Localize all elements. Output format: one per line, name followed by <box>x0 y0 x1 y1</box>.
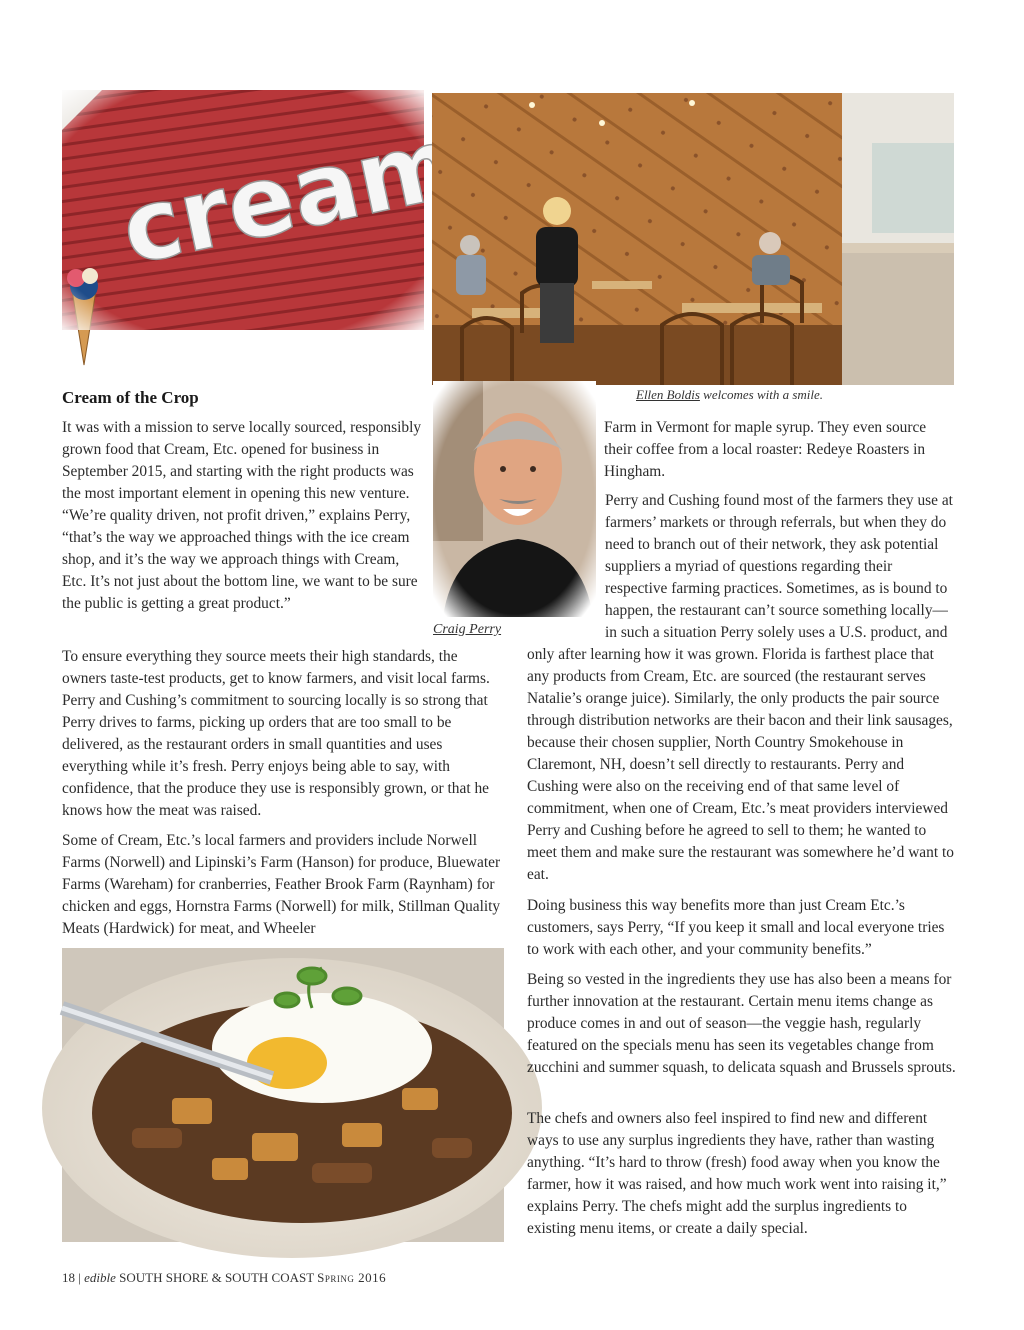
article-paragraph: The chefs and owners also feel inspired to find new and different ways to use any surplus ingredients they have, rather than wasting anything. “It’s hard to throw (fresh) food away when you know the farmer, how it was raised, and how much work went into raising it,” explains Perry. The chefs might add the surplus ingredients to existing menu items, or create a daily special. <box>527 1110 947 1237</box>
page-footer <box>62 1270 386 1286</box>
article-paragraph: To ensure everything they source meets their high standards, the owners taste-test products, get to know farmers, and visit local farms. Perry and Cushing’s commitment to sourcing locally is so strong that Perry drives to farms, picking up orders that are too small to be delivered, as the restaurant orders in small quantities and uses everything while it’s fresh. Perry enjoys being able to say, with confidence, that the produce they use is responsibly grown, or that he knows how the meat was raised. <box>62 648 490 819</box>
veggie-hash-photo <box>62 948 504 1242</box>
page-number: 18 <box>62 1270 75 1285</box>
article-paragraph: Doing business this way benefits more than just Cream Etc.’s customers, says Perry, “If you keep it small and local everyone tries to work with each other, and your community benefits.” <box>527 897 945 958</box>
article-paragraph: Farm in Vermont for maple syrup. They even source their coffee from a local roaster: Redeye Roasters in Hingham. <box>604 419 927 480</box>
article-paragraph <box>527 490 957 886</box>
caption-text: welcomes with a smile. <box>699 387 824 402</box>
article-headline: Cream of the Crop <box>62 388 199 407</box>
portrait-wrap-gap <box>527 490 605 644</box>
cafe-interior-photo <box>432 93 954 385</box>
magazine-name: SOUTH SHORE & SOUTH COAST <box>119 1270 314 1285</box>
cream-sign-photo <box>62 90 424 330</box>
article-paragraph: It was with a mission to serve locally sourced, responsibly grown food that Cream, Etc. opened for business in September 2015, and starting with the right products was the most important element in opening this new venture. “We’re quality driven, not profit driven,” explains Perry, “that’s the way we approached things with the ice cream shop, and it’s the way we approach things with Cream, Etc. It’s not just about the bottom line, we want to be sure the public is getting a great product.” <box>62 419 422 612</box>
article-paragraph: Being so vested in the ingredients they use has also been a means for further innovation at the restaurant. Certain menu items change as produce comes in and out of season—the veggie hash, regularly featured on the specials menu has seen its vegetables change from zucchini and summer squash, to delicata squash and Brussels sprouts. <box>527 971 956 1076</box>
cafe-photo-caption <box>636 387 954 403</box>
issue-season: Spring 2016 <box>317 1270 387 1285</box>
paragraph-text: Perry and Cushing found most of the farmers they use at farmers’ markets or through referrals, but when they do need to branch out of their network, they ask potential suppliers a myriad of questions regarding their respective farming practices. Sometimes, as is bound to happen, the restaurant can’t source something locally—in such a situation Perry solely uses a U.S. product, and only after learning how it was grown. Florida is farthest place that any products from Cream, Etc. are sourced (the restaurant serves Natalie’s orange juice). Similarly, the only products the pair source through distribution networks are their bacon and their link sausages, because their chosen supplier, North Country Smokehouse in Claremont, NH, doesn’t sell directly to restaurants. Perry and Cushing were also on the receiving end of that same level of commitment, when one of Cream, Etc.’s meat providers interviewed Perry and Cushing before he agreed to sell to them; he wanted to meet them and make sure the restaurant was somewhere he’d want to eat. <box>527 492 954 883</box>
magazine-name-italic: edible <box>84 1270 116 1285</box>
footer-separator: | <box>78 1270 81 1285</box>
portrait-photo-caption: Craig Perry <box>433 622 502 637</box>
caption-name: Ellen Boldis <box>636 387 700 402</box>
article-paragraph: Some of Cream, Etc.’s local farmers and providers include Norwell Farms (Norwell) and Lipinski’s Farm (Hanson) for produce, Bluewater Farms (Wareham) for cranberries, Feather Brook Farm (Raynham) for chicken and eggs, Hornstra Farms (Norwell) for milk, Stillman Quality Meats (Hardwick) for meat, and Wheeler <box>62 832 501 937</box>
